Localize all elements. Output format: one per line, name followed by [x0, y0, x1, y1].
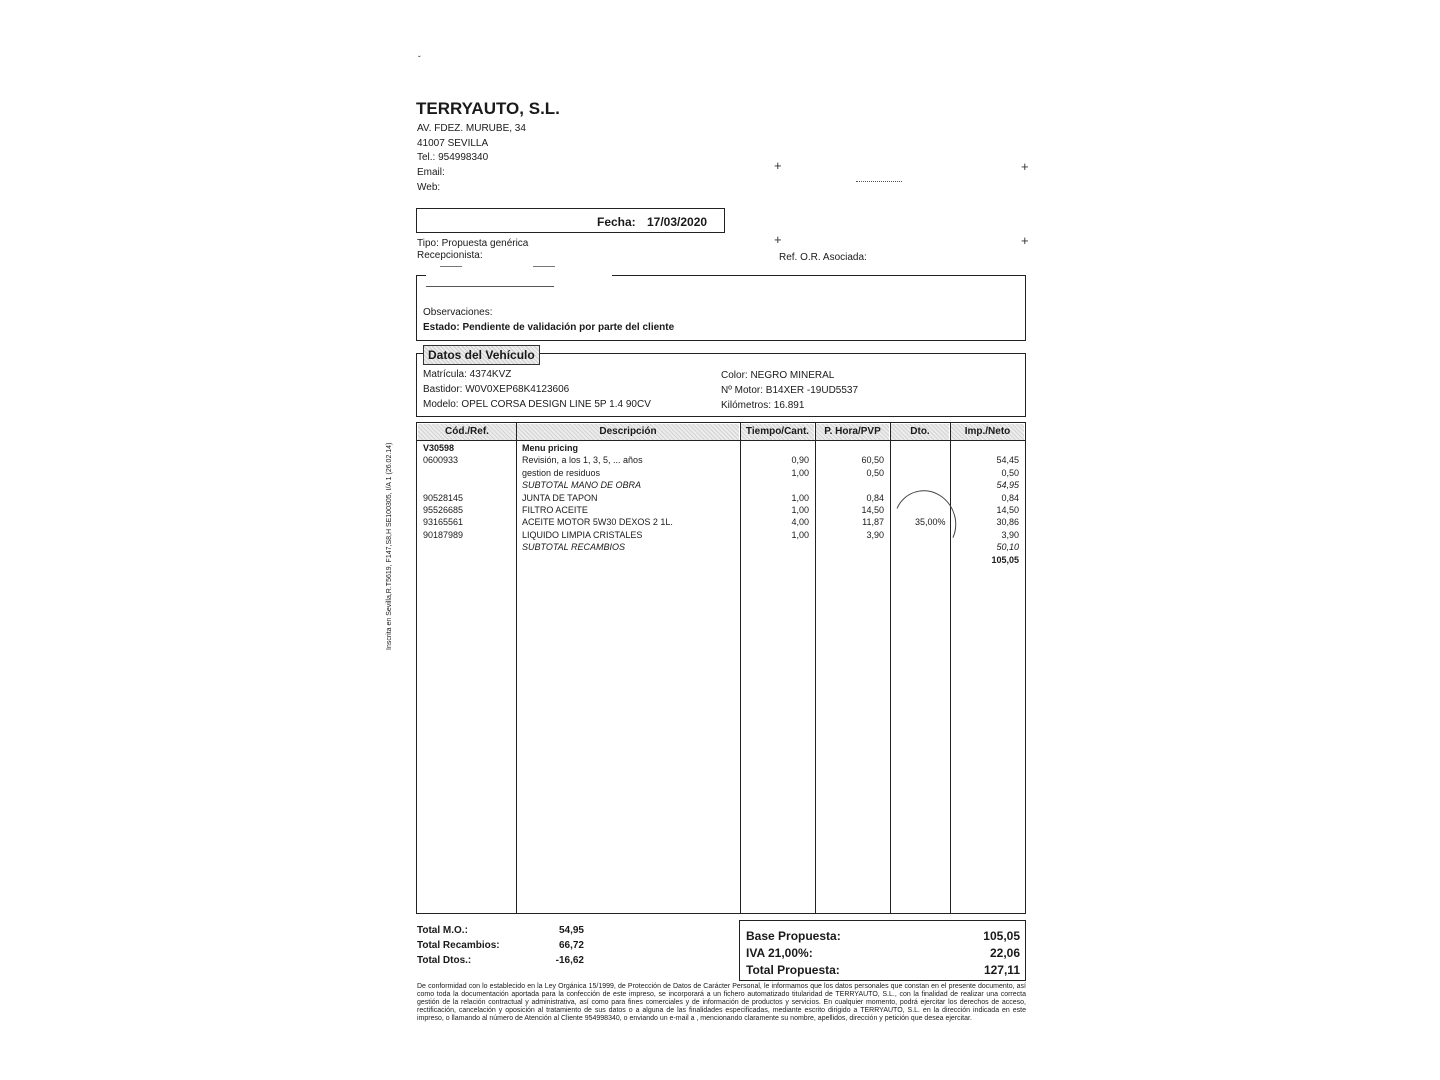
row-quantity: 1,00 [791, 467, 809, 478]
row-amount: 3,90 [1001, 529, 1019, 540]
total-rec-value: 66,72 [558, 940, 584, 951]
total-mo-label: Total M.O.: [417, 925, 468, 936]
header-codigo: Cód./Ref. [418, 424, 516, 440]
header-descripcion: Descripción [517, 424, 739, 440]
row-price: 60,50 [861, 455, 884, 466]
row-amount: 0,84 [1001, 492, 1019, 503]
iva-value: 22,06 [989, 946, 1020, 960]
row-amount: 0,50 [1001, 467, 1019, 478]
recepcionista-label: Recepcionista: [417, 250, 483, 261]
row-amount: 105,05 [991, 554, 1019, 565]
crop-mark: + [774, 158, 782, 173]
redaction-mark [440, 266, 462, 267]
row-quantity: 4,00 [791, 517, 809, 528]
vehicle-title: Datos del Vehículo [423, 345, 540, 365]
total-dto-label: Total Dtos.: [417, 955, 472, 966]
company-web-label: Web: [417, 182, 441, 193]
company-name: TERRYAUTO, S.L. [416, 99, 560, 118]
row-code: 95526685 [423, 505, 464, 515]
vehicle-modelo: Modelo: OPEL CORSA DESIGN LINE 5P 1.4 90CV [423, 399, 651, 410]
table-row [417, 554, 1025, 566]
vehicle-bastidor: Bastidor: W0V0XEP68K4123606 [423, 384, 570, 395]
row-price: 0,84 [866, 492, 884, 503]
row-amount: 30,86 [996, 517, 1019, 528]
row-amount: 54,45 [996, 455, 1019, 466]
row-code: 90187989 [423, 529, 464, 540]
date-value: 17/03/2020 [647, 215, 708, 229]
row-description: Revisión, a los 1, 3, 5, ... años [522, 455, 643, 466]
row-description: gestion de residuos [522, 467, 601, 478]
row-amount: 14,50 [996, 505, 1019, 515]
vehicle-motor: Nº Motor: B14XER -19UD5537 [721, 385, 859, 396]
row-amount: 54,95 [996, 480, 1019, 491]
row-description: Menu pricing [522, 443, 578, 453]
total-label: Total Propuesta: [746, 963, 840, 977]
row-code: 93165561 [423, 517, 464, 528]
vehicle-matricula: Matrícula: 4374KVZ [423, 369, 512, 380]
registry-text: Inscrita en Sevilla,R.T5619, F147,S8,H SE100305, I/A 1 (26.02.14) [386, 442, 393, 650]
company-email-label: Email: [417, 167, 445, 178]
company-address: AV. FDEZ. MURUBE, 34 [417, 123, 526, 134]
crop-mark: + [774, 232, 782, 247]
crop-mark: + [1021, 159, 1029, 174]
table-row [417, 479, 1025, 491]
total-rec-label: Total Recambios: [417, 940, 500, 951]
redaction-mark [426, 286, 554, 287]
company-phone: Tel.: 954998340 [417, 152, 489, 163]
row-description: SUBTOTAL MANO DE OBRA [522, 480, 642, 491]
ref-or-label: Ref. O.R. Asociada: [779, 252, 867, 263]
row-price: 3,90 [866, 529, 884, 540]
row-price: 14,50 [861, 505, 884, 515]
row-description: FILTRO ACEITE [522, 505, 588, 515]
redaction-mark [533, 266, 555, 267]
date-label: Fecha: [597, 215, 636, 229]
iva-label: IVA 21,00%: [746, 946, 813, 960]
row-description: LIQUIDO LIMPIA CRISTALES [522, 529, 643, 540]
header-tiempo: Tiempo/Cant. [741, 424, 814, 440]
observaciones-top-line [416, 275, 426, 276]
table-header-line [416, 440, 1026, 441]
table-row [417, 467, 1025, 479]
row-description: ACEITE MOTOR 5W30 DEXOS 2 1L. [522, 517, 673, 528]
row-description: JUNTA DE TAPON [522, 492, 598, 503]
row-description: SUBTOTAL RECAMBIOS [522, 542, 626, 553]
header-importe: Imp./Neto [951, 424, 1024, 440]
scan-artifact [856, 181, 902, 185]
table-row [417, 442, 1025, 454]
estado-label: Estado: Pendiente de validación por parte del cliente [423, 322, 675, 333]
header-precio: P. Hora/PVP [816, 424, 889, 440]
total-value: 127,11 [983, 963, 1020, 977]
table-row [417, 454, 1025, 466]
row-code: V30598 [423, 443, 455, 453]
row-quantity: 1,00 [791, 492, 809, 503]
base-label: Base Propuesta: [746, 929, 841, 943]
row-code: 0600933 [423, 455, 459, 466]
row-price: 0,50 [866, 467, 884, 478]
corner-mark: ˇ [418, 55, 421, 64]
observaciones-label: Observaciones: [423, 307, 493, 318]
row-code: 90528145 [423, 492, 464, 503]
header-dto: Dto. [891, 424, 949, 440]
row-amount: 50,10 [996, 542, 1019, 553]
base-value: 105,05 [983, 929, 1020, 943]
row-price: 11,87 [862, 517, 884, 528]
row-quantity: 0,90 [791, 455, 809, 466]
legal-text: De conformidad con lo establecido en la Ley Orgánica 15/1999, de Protección de Datos de Carácter Personal, le informamos que los datos personales que constan en el presente documento, así como toda la documentación aportada para la confección de este impreso, se incorporará a un fichero automatizado titularidad de TERRYAUTO, S.L., con la finalidad de realizar una correcta gestión de la relación contractual y administrativa, así como para fines comerciales y de información de productos y servicios. En cualquier momento, podrá ejercitar los derechos de acceso, rectificación, cancelación y oposición al tratamiento de sus datos o a alguna de las finalidades especificadas, mediante escrito dirigido a TERRYAUTO, S.L. en la dirección indicada en este impreso, o llamando al número de Atención al Cliente 954998340, o enviando un e-mail a , mencionando claramente su nombre, apellidos, dirección y petición que desea ejercitar. [417, 983, 1026, 1022]
tipo-label: Tipo: Propuesta genérica [417, 238, 529, 249]
row-quantity: 1,00 [791, 529, 809, 540]
crop-mark: + [1021, 233, 1029, 248]
vehicle-color: Color: NEGRO MINERAL [721, 370, 835, 381]
company-city: 41007 SEVILLA [417, 138, 489, 149]
row-quantity: 1,00 [791, 505, 809, 515]
discount-note: 35,00% [915, 517, 946, 527]
total-mo-value: 54,95 [558, 925, 584, 936]
vehicle-km: Kilómetros: 16.891 [721, 400, 805, 411]
total-dto-value: -16,62 [555, 955, 584, 966]
observaciones-top-line [612, 275, 1026, 276]
